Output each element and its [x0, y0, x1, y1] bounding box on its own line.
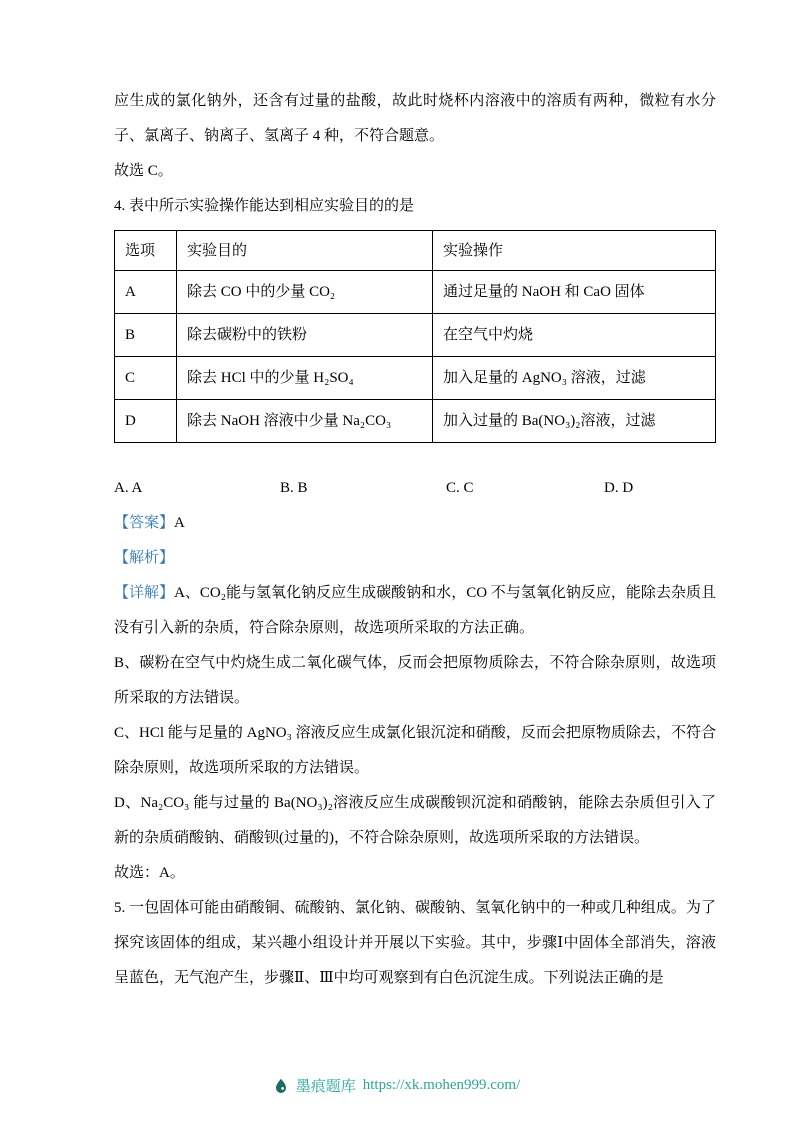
cell-purpose: 除去 HCl 中的少量 H₂SO₄	[177, 357, 433, 400]
q4-choices-row	[114, 471, 716, 506]
q4-detail-b: B、碳粉在空气中灼烧生成二氧化碳气体，反而会把原物质除去，不符合除杂原则，故选项所采取的方法错误。	[114, 655, 716, 706]
cell-operation: 通过足量的 NaOH 和 CaO 固体	[433, 271, 716, 314]
table-header-operation: 实验操作	[433, 231, 716, 271]
cell-purpose: 除去 CO 中的少量 CO₂	[177, 271, 433, 314]
choice-c: C. C	[446, 480, 474, 496]
table-header-purpose: 实验目的	[177, 231, 433, 271]
choice-d: D. D	[604, 480, 634, 496]
q3-explanation-paragraph: 应生成的氯化钠外，还含有过量的盐酸，故此时烧杯内溶液中的溶质有两种，微粒有水分子、氯离子、钠离子、氢离子 4 种，不符合题意。	[114, 93, 716, 144]
table-row	[115, 400, 716, 443]
cell-operation: 在空气中灼烧	[433, 314, 716, 357]
footer-url[interactable]: https://xk.mohen999.com/	[362, 1077, 521, 1093]
cell-purpose: 除去碳粉中的铁粉	[177, 314, 433, 357]
q5-stem: 5. 一包固体可能由硝酸铜、硫酸钠、氯化钠、碳酸钠、氢氧化钠中的一种或几种组成。为了探究该固体的组成，某兴趣小组设计并开展以下实验。其中，步骤Ⅰ中固体全部消失，溶液呈蓝色，无气泡产生，步骤Ⅱ、Ⅲ中均可观察到有白色沉淀生成。下列说法正确的是	[114, 900, 716, 986]
q4-detail-d: D、Na₂CO₃ 能与过量的 Ba(NO₃)₂溶液反应生成碳酸钡沉淀和硝酸钠，能除去杂质但引入了新的杂质硝酸钠、硝酸钡(过量的)，不符合除杂原则，故选项所采取的方法错误。	[114, 795, 716, 846]
q4-analysis-line	[114, 541, 716, 576]
answer-value: A	[174, 515, 185, 531]
detail-a-text: A、CO₂能与氢氧化钠反应生成碳酸钠和水，CO 不与氢氧化钠反应，能除去杂质且没有引入新的杂质，符合除杂原则，故选项所采取的方法正确。	[114, 585, 716, 636]
q4-answer-line	[114, 506, 716, 541]
cell-operation: 加入足量的 AgNO₃ 溶液，过滤	[433, 357, 716, 400]
ink-logo-icon	[273, 1078, 289, 1094]
cell-option: D	[115, 400, 177, 443]
choice-b: B. B	[280, 480, 308, 496]
cell-operation: 加入过量的 Ba(NO₃)₂溶液，过滤	[433, 400, 716, 443]
detail-label: 【详解】	[114, 585, 175, 601]
cell-option: C	[115, 357, 177, 400]
table-row	[115, 271, 716, 314]
cell-option: B	[115, 314, 177, 357]
q4-detail-a	[114, 576, 716, 646]
footer-site-name: 墨痕题库	[295, 1079, 356, 1095]
cell-purpose: 除去 NaOH 溶液中少量 Na₂CO₃	[177, 400, 433, 443]
document-content	[114, 84, 716, 996]
q4-conclusion: 故选：A。	[114, 865, 185, 881]
table-header-row	[115, 231, 716, 271]
page-footer	[0, 1075, 793, 1096]
answer-label: 【答案】	[114, 515, 175, 531]
analysis-label: 【解析】	[114, 550, 175, 566]
cell-option: A	[115, 271, 177, 314]
q4-detail-c: C、HCl 能与足量的 AgNO₃ 溶液反应生成氯化银沉淀和硝酸，反而会把原物质除去，不符合除杂原则，故选项所采取的方法错误。	[114, 725, 716, 776]
q3-conclusion: 故选 C。	[114, 163, 173, 179]
table-row	[115, 314, 716, 357]
table-row	[115, 357, 716, 400]
q4-experiment-table	[114, 230, 716, 443]
q4-stem: 4. 表中所示实验操作能达到相应实验目的的是	[114, 198, 415, 214]
table-header-option: 选项	[115, 231, 177, 271]
choice-a: A. A	[114, 480, 143, 496]
